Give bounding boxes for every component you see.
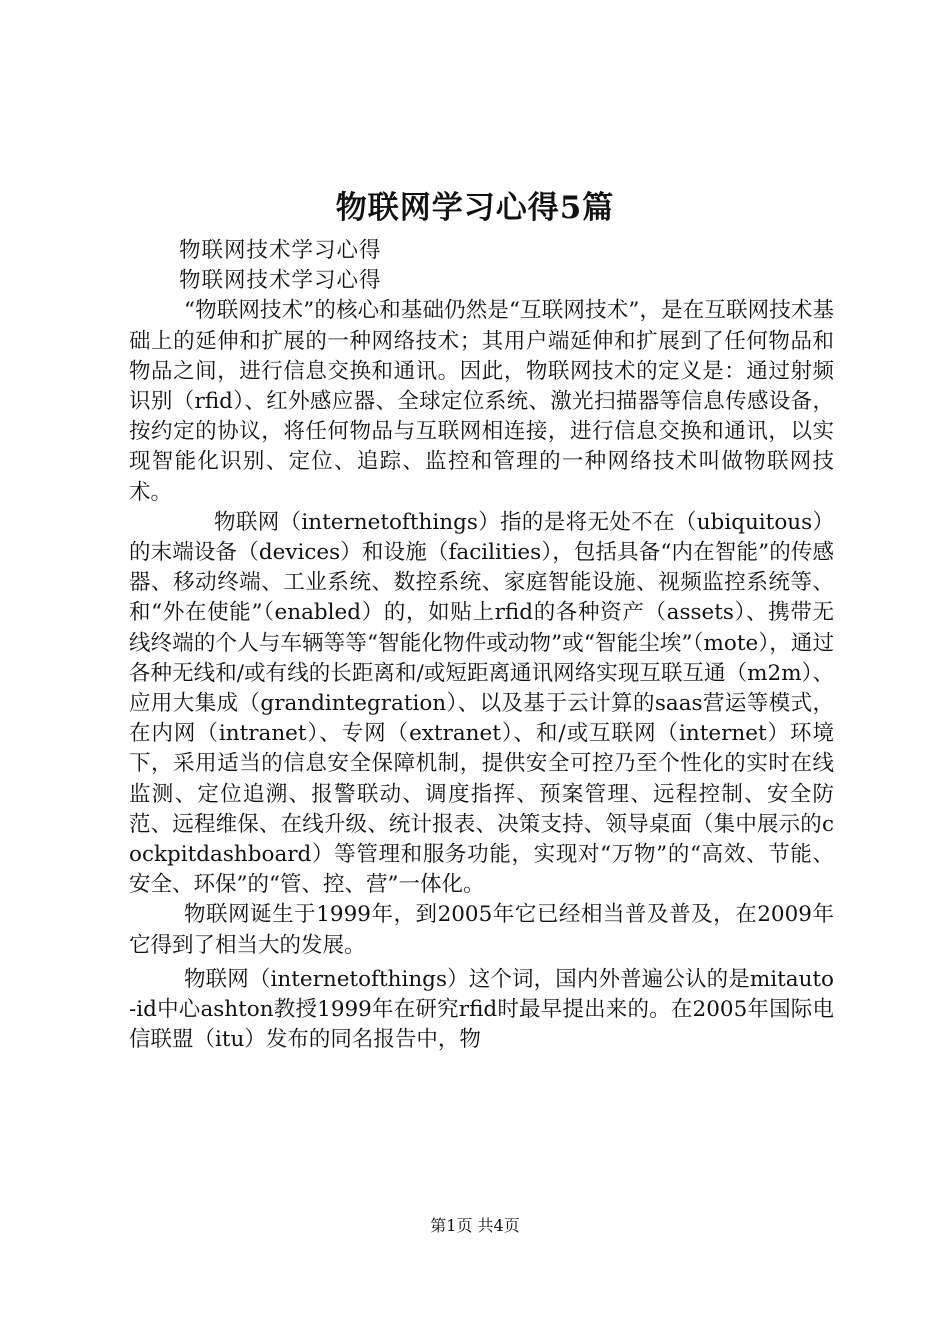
subtitle-line: 物联网技术学习心得 <box>179 238 382 263</box>
document-title: 物联网学习心得5篇 <box>335 190 615 226</box>
page-number-footer: 第1页 共4页 <box>430 1216 520 1235</box>
document-body <box>129 236 834 1055</box>
paragraph: “物联网技术”的核心和基础仍然是“互联网技术”，是在互联网技术基础上的延伸和扩展的一种网络技术；其用户端延伸和扩展到了任何物品和物品之间，进行信息交换和通讯。因此，物联网技术的定义是：通过射频识别（rfid）、红外感应器、全球定位系统、激光扫描器等信息传感设备，按约定的协议，将任何物品与互联网相连接，进行信息交换和通讯，以实现智能化识别、定位、追踪、监控和管理的一种网络技术叫做物联网技术。 <box>129 298 834 505</box>
paragraph: 物联网（internetofthings）指的是将无处不在（ubiquitous）的末端设备（devices）和设施（facilities），包括具备“内在智能”的传感器、移动终端、工业系统、数控系统、家庭智能设施、视频监控系统等、和“外在使能”（enabled）的，如贴上rfid的各种资产（assets）、携带无线终端的个人与车辆等等“智能化物件或动物”或“智能尘埃”（mote），通过各种无线和/或有线的长距离和/或短距离通讯网络实现互联互通（m2m）、应用大集成（grandintegration）、以及基于云计算的saas营运等模式，在内网（intranet）、专网（extranet）、和/或互联网（internet）环境下，采用适当的信息安全保障机制，提供安全可控乃至个性化的实时在线监测、定位追溯、报警联动、调度指挥、预案管理、远程控制、安全防范、远程维保、在线升级、统计报表、决策支持、领导桌面（集中展示的cockpitdashboard）等管理和服务功能，实现对“万物”的“高效、节能、安全、环保”的“管、控、营”一体化。 <box>129 509 834 898</box>
paragraph: 物联网（internetofthings）这个词，国内外普遍公认的是mitauto-id中心ashton教授1999年在研究rfid时最早提出来的。在2005年国际电信联盟（itu）发布的同名报告中，物 <box>129 966 834 1053</box>
subtitle-line: 物联网技术学习心得 <box>179 268 382 294</box>
paragraph: 物联网诞生于1999年，到2005年它已经相当普及普及，在2009年它得到了相当大的发展。 <box>129 902 834 958</box>
